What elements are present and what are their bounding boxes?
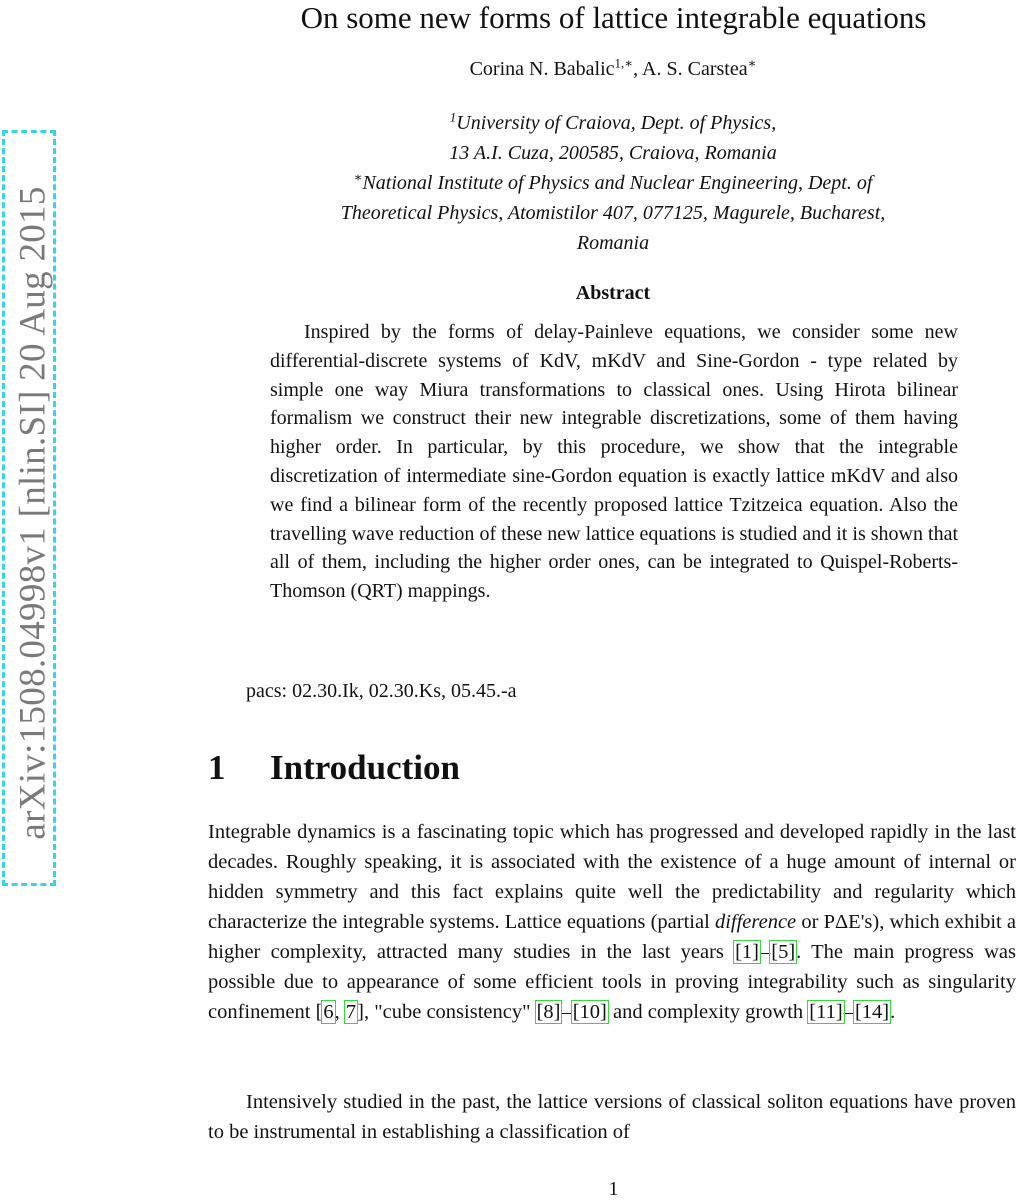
abstract-heading: Abstract: [575, 282, 651, 304]
citation-link[interactable]: [5]: [771, 941, 796, 963]
intro-paragraph-2: Intensively studied in the past, the lattice versions of classical soliton equations have proven to be instrumental in establishing a classification of: [208, 1091, 1016, 1143]
arxiv-stamp[interactable]: arXiv:1508.04998v1 [nlin.SI] 20 Aug 2015: [12, 186, 54, 840]
citation-link[interactable]: [1]: [735, 941, 760, 963]
affiliation-1-text-1: University of Craiova, Dept. of Physics,: [456, 112, 777, 134]
author-separator: ,: [633, 58, 643, 80]
range-dash: –: [760, 941, 771, 963]
paper-title: On some new forms of lattice integrable equations: [300, 0, 927, 35]
affiliation-2-line-1: [208, 168, 1018, 198]
section-title: Introduction: [270, 748, 460, 787]
citation-link[interactable]: 6: [323, 1001, 334, 1023]
citation-link[interactable]: [11]: [809, 1001, 843, 1023]
affiliation-2-line-2: Theoretical Physics, Atomistilor 407, 077125, Magurele, Bucharest,: [340, 202, 886, 224]
page-number: 1: [608, 1178, 619, 1200]
p1-italic-difference: difference: [714, 911, 797, 933]
citation-link[interactable]: [8]: [536, 1001, 561, 1023]
citation-link[interactable]: 7: [345, 1001, 357, 1023]
p1-text-5: and complexity growth: [607, 1001, 809, 1023]
range-dash: –: [843, 1001, 854, 1023]
pacs-codes: pacs: 02.30.Ik, 02.30.Ks, 05.45.-a: [246, 680, 517, 702]
author-2: A. S. Carstea: [642, 58, 748, 80]
citation-link[interactable]: [10]: [572, 1001, 607, 1023]
affiliation-2-text-1: National Institute of Physics and Nuclear Engineering, Dept. of: [362, 172, 873, 194]
citation-link[interactable]: [14]: [854, 1001, 890, 1023]
intro-paragraph-1: [208, 817, 1016, 1027]
citation-separator: ,: [334, 1001, 345, 1023]
arxiv-stamp-frame: [2, 130, 56, 886]
affiliation-2-mark: ∗: [353, 169, 363, 185]
author-2-marks: ∗: [747, 55, 757, 71]
p1-text-6: .: [890, 1001, 896, 1023]
abstract-text: Inspired by the forms of delay-Painleve equations, we consider some new differential-discrete systems of KdV, mKdV and Sine-Gordon - type related by simple one way Miura transformations to classical ones. Using Hirota bilinear formalism we construct their new integrable discretizations, some of them having higher order. In particular, by this procedure, we show that the integrable discretization of intermediate sine-Gordon equation is exactly lattice mKdV and also we find a bilinear form of the recently proposed lattice Tzitzeica equation. Also the travelling wave reduction of these new lattice equations is studied and it is shown that all of them, including the higher order ones, can be integrated to Quispel-Roberts-Thomson (QRT) mappings.: [270, 321, 958, 603]
p1-text-4: ], "cube consistency": [357, 1001, 536, 1023]
author-1: Corina N. Babalic: [469, 58, 615, 80]
author-1-marks: 1,∗: [614, 55, 634, 71]
affiliation-1-line-2: 13 A.I. Cuza, 200585, Craiova, Romania: [449, 142, 777, 164]
affiliation-1-mark: 1: [449, 109, 457, 125]
p1-text-3: . The main progress was possible due to appearance of some efficient tools in proving integrability such as singularity confinement [: [208, 941, 1016, 1023]
section-number: 1: [208, 748, 226, 787]
affiliation-1-line-1: [208, 108, 1018, 138]
range-dash: –: [561, 1001, 572, 1023]
authors-line: [208, 55, 1018, 81]
section-heading: [208, 748, 460, 788]
affiliation-2-line-3: Romania: [576, 232, 650, 254]
p1-text-2: or PΔE's), which exhibit a higher complexity, attracted many studies in the last years: [208, 911, 1016, 963]
p1-text-1: Integrable dynamics is a fascinating topic which has progressed and developed rapidly in the last decades. Roughly speaking, it is associated with the existence of a huge amount of internal or hidden symmetry and this fact explains quite well the predictability and regularity which characterize the integrable systems. Lattice equations (partial: [208, 821, 1016, 933]
